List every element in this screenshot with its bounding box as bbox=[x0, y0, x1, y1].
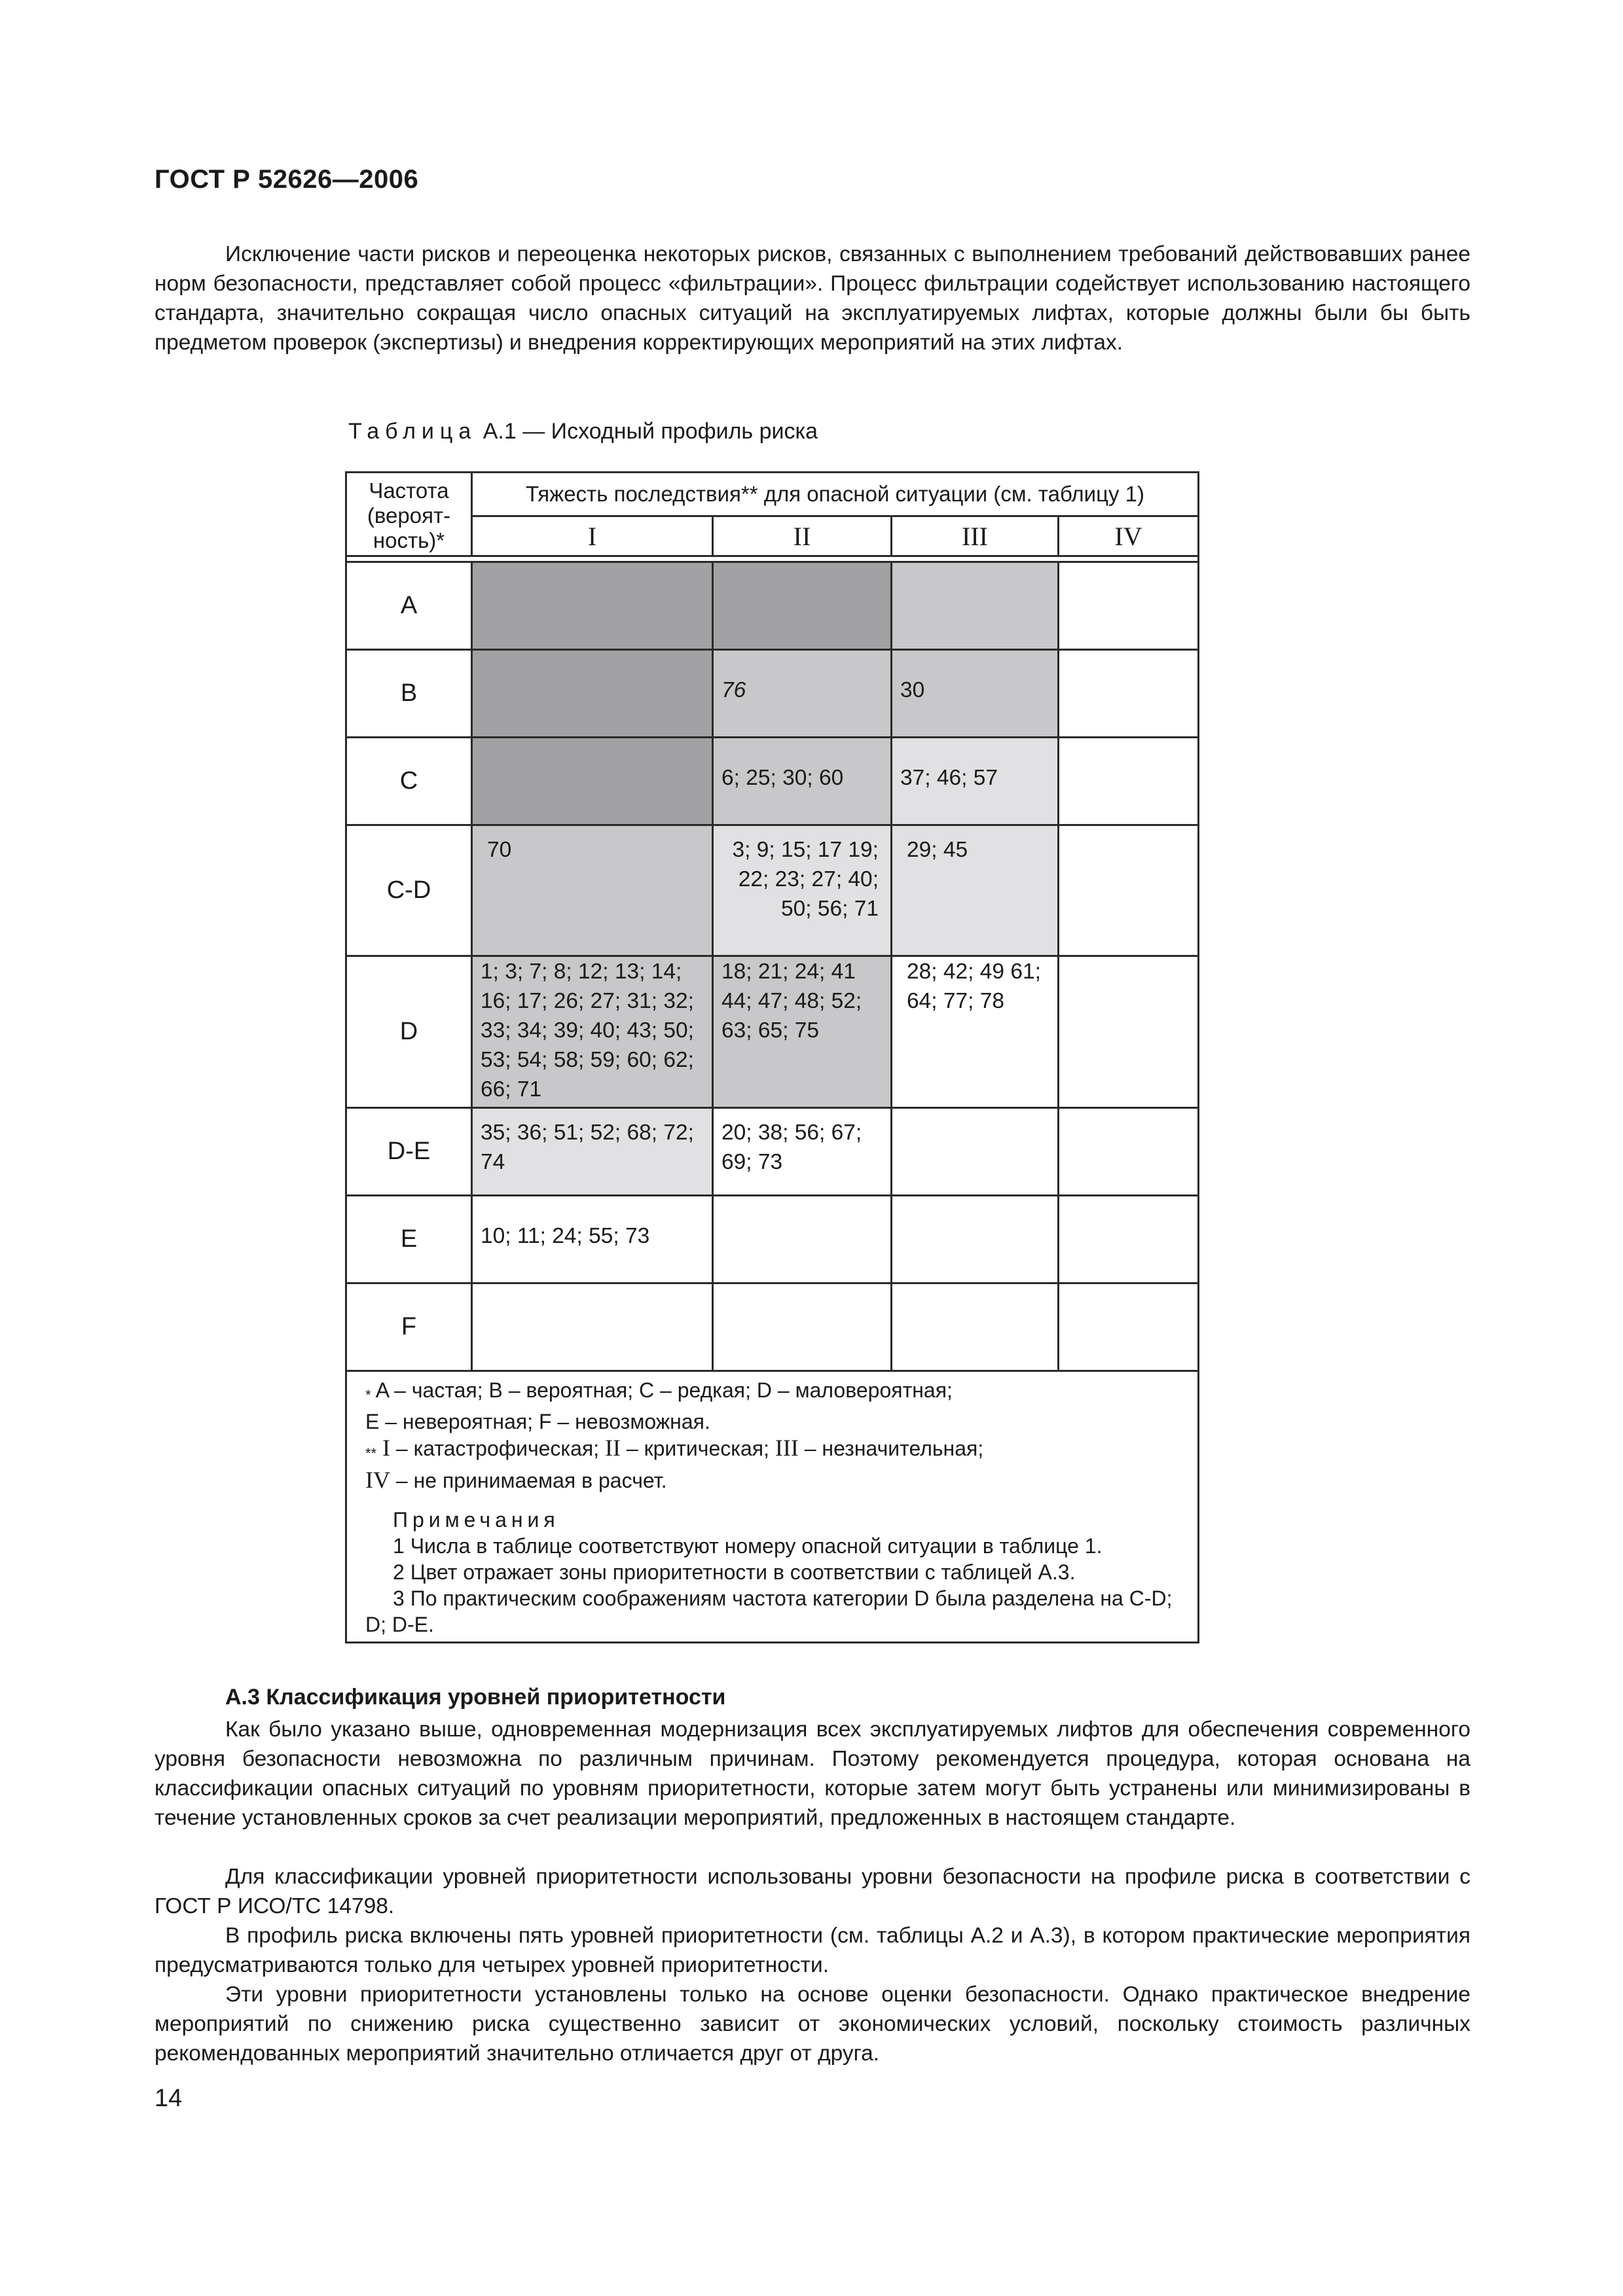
row-label: A bbox=[346, 562, 472, 650]
table-cell bbox=[892, 1283, 1059, 1371]
table-row bbox=[346, 562, 1199, 650]
footnote-severity-2: – критическая; bbox=[621, 1437, 775, 1460]
table-cell: 1; 3; 7; 8; 12; 13; 14; 16; 17; 26; 27; 31; 32; 33; 34; 39; 40; 43; 50; 53; 54; 58; 59; 60; 62; 66; 71 bbox=[472, 956, 713, 1108]
section-paragraph-4: Эти уровни приоритетности установлены только на основе оценки безопасности. Однако практическое внедрение мероприятий по снижению риска существенно зависит от экономических условий, поскольку стоимость различных рекомендованных мероприятий значительно отличается друг от друга. bbox=[155, 1982, 1470, 2066]
table-cell: 3; 9; 15; 17 19; 22; 23; 27; 40; 50; 56; 71 bbox=[713, 825, 892, 956]
table-row bbox=[346, 650, 1199, 738]
table-cell bbox=[892, 1196, 1059, 1283]
roman-numeral: I bbox=[382, 1435, 391, 1461]
header-divider bbox=[346, 556, 1199, 562]
document-header: ГОСТ Р 52626—2006 bbox=[155, 165, 419, 194]
table-cell bbox=[713, 562, 892, 650]
note-3: 3 По практическим соображениям частота категории D была разделена на C-D; D; D-E. bbox=[365, 1587, 1173, 1636]
footnote-frequency bbox=[365, 1377, 1179, 1408]
row-label: F bbox=[346, 1283, 472, 1371]
table-cell bbox=[1059, 825, 1199, 956]
table-cell bbox=[1059, 738, 1199, 825]
table-cell bbox=[1059, 1283, 1199, 1371]
severity-col-4: IV bbox=[1059, 516, 1199, 556]
footnote-severity-1: – катастрофическая; bbox=[390, 1437, 606, 1460]
table-cell: 29; 45 bbox=[892, 825, 1059, 956]
severity-col-3: III bbox=[892, 516, 1059, 556]
table-caption-word: Таблица bbox=[348, 419, 477, 444]
roman-numeral: IV bbox=[365, 1467, 390, 1493]
table-cell bbox=[1059, 956, 1199, 1108]
footnote-severity-3: – незначительная; bbox=[798, 1437, 984, 1460]
row-label: B bbox=[346, 650, 472, 738]
table-cell bbox=[713, 1283, 892, 1371]
notes-title: Примечания bbox=[393, 1508, 560, 1532]
row-label: C bbox=[346, 738, 472, 825]
table-cell bbox=[1059, 1108, 1199, 1196]
table-row bbox=[346, 1283, 1199, 1371]
table-cell: 30 bbox=[892, 650, 1059, 738]
table-cell bbox=[892, 562, 1059, 650]
severity-header: Тяжесть последствия** для опасной ситуации (см. таблицу 1) bbox=[472, 473, 1199, 516]
risk-profile-table bbox=[345, 471, 1199, 1643]
table-cell: 37; 46; 57 bbox=[892, 738, 1059, 825]
footnote-frequency-text: A – частая; B – вероятная; C – редкая; D – маловероятная; bbox=[375, 1378, 953, 1402]
note-1: 1 Числа в таблице соответствуют номеру опасной ситуации в таблице 1. bbox=[393, 1534, 1103, 1558]
table-cell bbox=[472, 738, 713, 825]
table-row bbox=[346, 738, 1199, 825]
section-paragraph-2: Для классификации уровней приоритетности использованы уровни безопасности на профиле риска в соответствии с ГОСТ Р ИСО/ТС 14798. bbox=[155, 1865, 1470, 1918]
asterisk: * bbox=[365, 1387, 371, 1403]
table-caption-text: А.1 — Исходный профиль риска bbox=[477, 419, 818, 444]
frequency-header: Частота (вероят-ность)* bbox=[346, 473, 472, 556]
table-cell: 6; 25; 30; 60 bbox=[713, 738, 892, 825]
table-caption bbox=[348, 419, 818, 444]
severity-col-2: II bbox=[713, 516, 892, 556]
row-label: D-E bbox=[346, 1108, 472, 1196]
section-title: А.3 Классификация уровней приоритетности bbox=[225, 1685, 726, 1710]
table-cell bbox=[713, 1196, 892, 1283]
table-row bbox=[346, 956, 1199, 1108]
row-label: C-D bbox=[346, 825, 472, 956]
table-cell: 70 bbox=[472, 825, 713, 956]
table-row bbox=[346, 1108, 1199, 1196]
footnote-severity-line-2 bbox=[365, 1467, 1179, 1494]
double-asterisk: ** bbox=[365, 1445, 377, 1462]
footnote-severity bbox=[365, 1435, 1179, 1467]
note-2: 2 Цвет отражает зоны приоритетности в соответствии с таблицей А.3. bbox=[393, 1560, 1076, 1584]
section-paragraph-1: Как было указано выше, одновременная модернизация всех эксплуатируемых лифтов для обеспечения современного уровня безопасности невозможна по различным причинам. Поэтому рекомендуется процедура, которая основана на классификации опасных ситуаций по уровням приоритетности, которые затем могут быть устранены или минимизированы в течение установленных сроков за счет реализации мероприятий, предложенных в настоящем стандарте. bbox=[155, 1717, 1470, 1830]
table-cell: 35; 36; 51; 52; 68; 72; 74 bbox=[472, 1108, 713, 1196]
table-cell: 18; 21; 24; 41 44; 47; 48; 52; 63; 65; 75 bbox=[713, 956, 892, 1108]
table-row bbox=[346, 1196, 1199, 1283]
table-cell bbox=[1059, 650, 1199, 738]
footnote-frequency-2: E – невероятная; F – невозможная. bbox=[365, 1410, 710, 1433]
table-row bbox=[346, 825, 1199, 956]
table-cell: 76 bbox=[713, 650, 892, 738]
row-label: D bbox=[346, 956, 472, 1108]
row-label: E bbox=[346, 1196, 472, 1283]
table-cell: 10; 11; 24; 55; 73 bbox=[472, 1196, 713, 1283]
table-footnotes-row bbox=[346, 1371, 1199, 1643]
table-cell bbox=[472, 1283, 713, 1371]
page-number: 14 bbox=[155, 2085, 183, 2112]
intro-paragraph: Исключение части рисков и переоценка некоторых рисков, связанных с выполнением требований действовавших ранее норм безопасности, представляет собой процесс «фильтрации». Процесс фильтрации содействует использованию настоящего стандарта, значительно сокращая число опасных ситуаций на эксплуатируемых лифтах, которые должны были бы быть предметом проверок (экспертизы) и внедрения корректирующих мероприятий на этих лифтах. bbox=[155, 242, 1470, 355]
table-cell bbox=[1059, 562, 1199, 650]
table-cell: 28; 42; 49 61; 64; 77; 78 bbox=[892, 956, 1059, 1108]
table-cell bbox=[472, 650, 713, 738]
severity-col-1: I bbox=[472, 516, 713, 556]
table-cell: 20; 38; 56; 67; 69; 73 bbox=[713, 1108, 892, 1196]
table-cell bbox=[1059, 1196, 1199, 1283]
roman-numeral: III bbox=[775, 1435, 799, 1461]
table-cell bbox=[472, 562, 713, 650]
section-paragraph-3: В профиль риска включены пять уровней приоритетности (см. таблицы А.2 и А.3), в котором практические мероприятия предусматриваются только для четырех уровней приоритетности. bbox=[155, 1924, 1470, 1977]
table-footnotes bbox=[346, 1371, 1199, 1643]
roman-numeral: II bbox=[605, 1435, 621, 1461]
table-cell bbox=[892, 1108, 1059, 1196]
footnote-severity-4: – не принимаемая в расчет. bbox=[390, 1469, 667, 1492]
